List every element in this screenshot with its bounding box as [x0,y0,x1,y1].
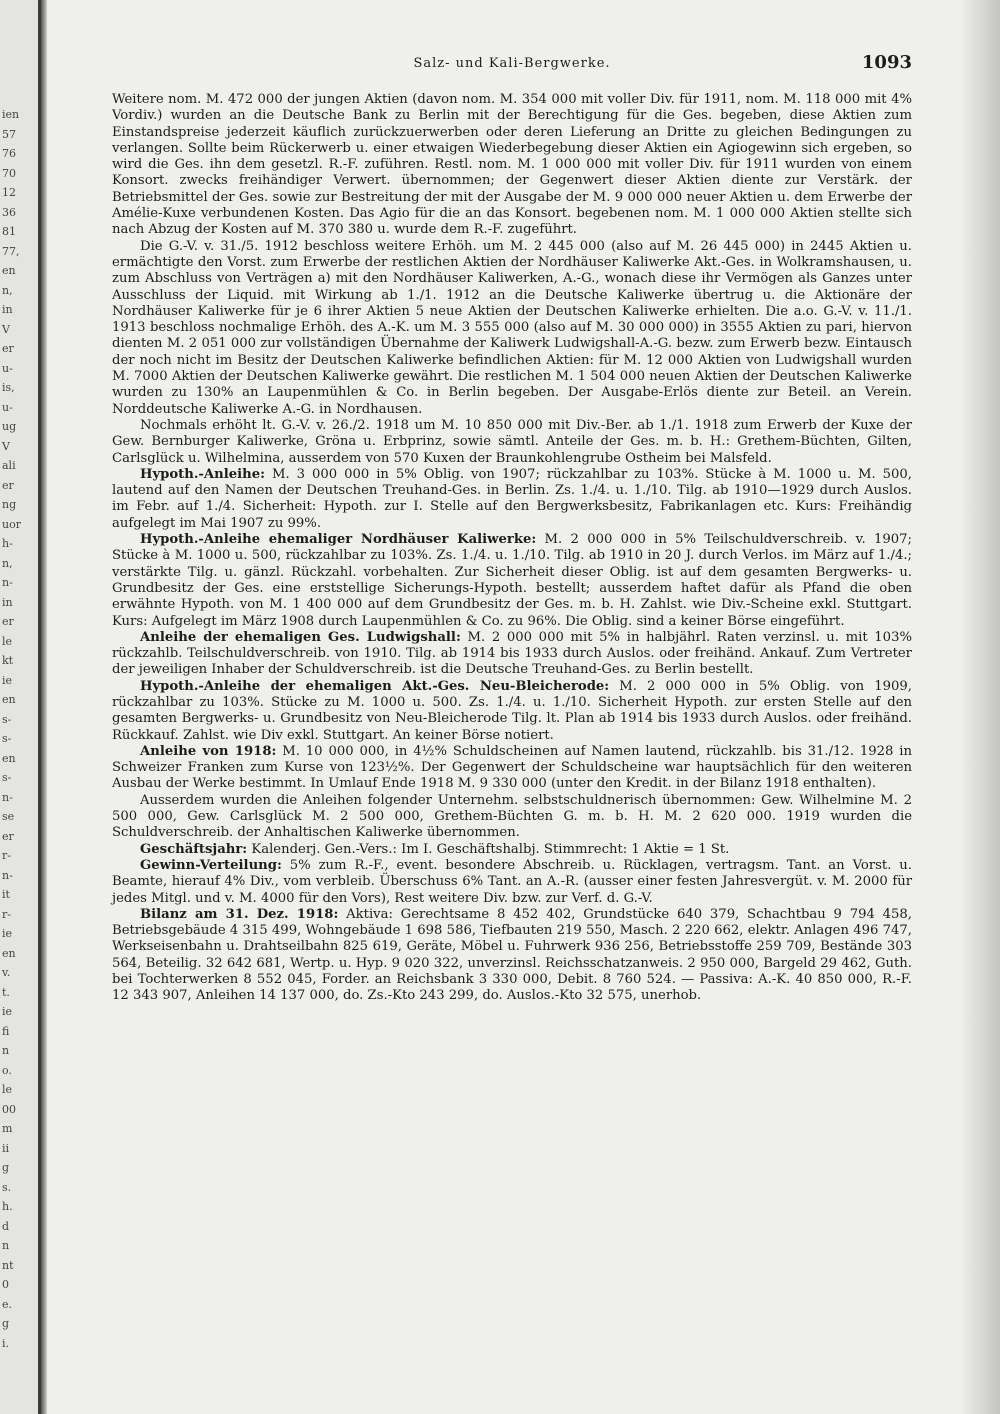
previous-page-fragment: kt [2,654,14,667]
previous-page-fragment: n, [2,283,13,297]
paragraph-text: Nochmals erhöht lt. G.-V. v. 26./2. 1918 um M. 10 850 000 mit Div.-Ber. ab 1./1. 1918 zum Erwerb der Kuxe der Gew. Bernburger Kaliwerke, Gröna u. Erbprinz, sowie sämtl. Anteile der Ges. m. b. H.: Grethem-Büchten, Gilten, Carlsglück u. Wilhelmina, ausserdem von 570 Kuxen der Braunkohlengrube Ostheim bei Malsfeld. [112,417,912,466]
paragraph-text: Ausserdem wurden die Anleihen folgender Unternehm. selbstschuldnerisch übernommen: Gew. Wilhelmine M. 2 500 000, Gew. Carlsglück M. 2 500 000, Grethem-Büchten G. m. b. H. M. 2 620 000. 1919 wurden die Schuldverschreib. der Anhaltischen Kaliwerke übernommen. [112,792,912,841]
paragraph-label: Geschäftsjahr: [140,841,248,857]
previous-page-fragment: n [2,1239,10,1252]
previous-page-strip [0,0,41,1414]
paragraph [112,793,912,842]
previous-page-fragment: g [2,1161,10,1174]
book-binding [41,0,47,1414]
paragraph-label: Anleihe der ehemaligen Ges. Ludwigshall: [140,629,461,645]
previous-page-fragment: i. [2,1336,10,1350]
previous-page-fragment: r- [2,849,11,862]
body-text [112,92,912,1005]
previous-page-fragment: V [2,322,10,336]
previous-page-fragment: o. [2,1063,12,1077]
paragraph-label: Gewinn-Verteilung: [140,857,282,873]
previous-page-fragment: er [2,615,14,628]
paragraph-text: Weitere nom. M. 472 000 der jungen Aktien (davon nom. M. 354 000 mit voller Div. für 1911, nom. M. 118 000 mit 4% Vordiv.) wurden an die Deutsche Bank zu Berlin mit der Berechtigung für die Ges. begeben, diese Aktien zum Einstandspreise jederzeit käuflich zurückzuerwerben oder deren Lieferung an Dritte zu gleichen Bedingungen zu verlangen. Sollte beim Rückerwerb u. einer etwaigen Wiederbegebung dieser Aktien ein Agiogewinn sich ergeben, so wird die Ges. ihn dem gesetzl. R.-F. zuführen. Restl. nom. M. 1 000 000 mit voller Div. für 1911 wurden von einem Konsort. zwecks freihändiger Verwert. übernommen; der Gegenwert dieser Aktien diente zur Verstärk. der Betriebsmittel der Ges. sowie zur Bestreitung der mit der Ausgabe der M. 9 000 000 neuer Aktien u. dem Erwerbe der Amélie-Kuxe verbundenen Kosten. Das Agio für die an das Konsort. begebenen nom. M. 1 000 000 Aktien stellte sich nach Abzug der Kosten auf M. 370 380 u. wurde dem R.-F. zugeführt. [112,92,912,238]
paragraph [112,842,912,858]
previous-page-fragment: 36 [2,205,16,219]
previous-page-fragment: 00 [2,1102,16,1116]
previous-page-fragment: t. [2,985,10,999]
previous-page-fragment: n- [2,790,13,804]
previous-page-fragment: en [2,751,16,765]
previous-page-fragment: n- [2,868,13,882]
paragraph [112,467,912,532]
paragraph-label: Anleihe von 1918: [140,743,277,759]
previous-page-fragment: it [2,888,10,901]
previous-page-fragment: ie [2,1005,13,1018]
previous-page-fragment: v. [2,966,11,979]
previous-page-fragment: V [2,439,10,453]
previous-page-fragment: le [2,1083,13,1096]
previous-page-fragment: h. [2,1200,13,1213]
previous-page-fragment: er [2,342,14,355]
previous-page-fragment: uor [2,517,21,531]
paragraph [112,239,912,418]
previous-page-fragment: 77, [2,244,20,258]
previous-page-fragment: ie [2,673,13,687]
paragraph-text: M. 3 000 000 in 5% Oblig. von 1907; rückzahlbar zu 103%. Stücke à M. 1000 u. M. 500, lautend auf den Namen der Deutschen Treuhand-Ges. in Berlin. Zs. 1./4. u. 1./10. Tilg. ab 1910—1929 durch Auslos. im Febr. auf 1./4. Sicherheit: Hypoth. zur I. Stelle auf den Bergwerksbesitz, Fabrikanlagen etc. Kurs: Freihändig aufgelegt im Mai 1907 zu 99%. [112,466,912,531]
previous-page-fragment: n- [2,576,13,589]
previous-page-fragment: n [2,1044,10,1057]
previous-page-fragment: nt [2,1258,14,1272]
previous-page-fragment: en [2,693,16,706]
paragraph-text: M. 2 000 000 in 5% Oblig. von 1909, rückzahlbar zu 103%. Stücke zu M. 1000 u. 500. Zs. 1./4. u. 1./10. Sicherheit Hypoth. zur ersten Stelle auf den gesamten Bergwerks- u. Grundbesitz von Neu-Bleicherode Tilg. lt. Plan ab 1914 bis 1933 durch Auslos. oder freihänd. Rückkauf. Zahlst. wie Div exkl. Stuttgart. An keiner Börse notiert. [112,678,912,743]
paragraph [112,92,912,239]
paragraph [112,532,912,630]
previous-page-fragment: s. [2,1180,12,1194]
paragraph-label: Hypoth.-Anleihe ehemaliger Nordhäuser Kaliwerke: [140,532,537,548]
previous-page-fragment: g [2,1317,10,1330]
paragraph-label: Hypoth.-Anleihe der ehemaligen Akt.-Ges. Neu-Bleicherode: [140,678,610,694]
previous-page-fragment: d [2,1219,10,1233]
previous-page-fragment: 12 [2,186,16,199]
paragraph [112,679,912,744]
previous-page-fragment: er [2,829,14,843]
page-number: 1093 [861,52,912,73]
paragraph-text: Die G.-V. v. 31./5. 1912 beschloss weitere Erhöh. um M. 2 445 000 (also auf M. 26 445 000) in 2445 Aktien u. ermächtigte den Vorst. zum Erwerbe der restlichen Aktien der Nordhäuser Kaliwerke Akt.-Ges. in Wolkramshausen, u. zum Abschluss von Verträgen a) mit den Nordhäuser Kaliwerken, A.-G., wonach diese ihr Vermögen als Ganzes unter Ausschluss der Liquid. mit Wirkung ab 1./1. 1912 an die Deutsche Kaliwerke übertrug u. die Aktionäre der Nordhäuser Kaliwerke für je 6 ihrer Aktien 5 neue Aktien der Deutschen Kaliwerke erhielten. Die a.o. G.-V. v. 11./1. 1913 beschloss nochmalige Erhöh. des A.-K. um M. 3 555 000 (also auf M. 30 000 000) in 3555 Aktien zu pari, hiervon dienten M. 2 051 000 zur vollständigen Übernahme der Kaliwerk Ludwigshall-A.-G. bezw. zum Erwerb bezw. Eintausch der noch nicht im Besitz der Deutschen Kaliwerke befindlichen Aktien: für M. 12 000 Aktien von Ludwigshall wurden M. 7000 Aktien der Deutschen Kaliwerke gewährt. Die restlichen M. 1 504 000 neuen Aktien der Deutschen Kaliwerke wurden zu 130% an Laupenmühlen & Co. in Berlin begeben. Der Ausgabe-Erlös diente zur Beteil. an Verein. Norddeutsche Kaliwerke A.-G. in Nordhausen. [112,238,912,417]
previous-page-fragment: ug [2,420,17,433]
paragraph [112,630,912,679]
previous-page-fragment: r- [2,907,11,921]
running-title: Salz- und Kali-Bergwerke. [413,56,611,71]
previous-page-fragment: h- [2,537,13,550]
previous-page-fragment: en [2,264,16,277]
previous-page-fragment: 0 [2,1278,9,1291]
previous-page-fragment: s- [2,771,12,784]
paragraph [112,744,912,793]
previous-page-fragment: u- [2,400,13,414]
previous-page-fragment: m [2,1122,13,1135]
paragraph-text: M. 2 000 000 in 5% Teilschuldverschreib. v. 1907; Stücke à M. 1000 u. 500, rückzahlbar zu 103%. Zs. 1./4. u. 1./10. Tilg. ab 1910 in 20 J. durch Verlos. im März auf 1./4.; verstärkte Tilg. u. gänzl. Rückzahl. vorbehalten. Zur Sicherheit dieser Oblig. ist auf dem gesamten Bergwerks- u. Grundbesitz der Ges. eine erststellige Sicherungs-Hypoth. bestellt; ausserdem haftet dafür als Pfand die oben erwähnte Hypoth. von M. 1 400 000 auf dem Grundbesitz der Ges. m. b. H. Zahlst. wie Div.-Scheine exkl. Stuttgart. Kurs: Aufgelegt im März 1908 durch Laupenmühlen & Co. zu 96%. Die Oblig. sind a keiner Börse eingeführt. [112,532,912,629]
previous-page-fragment: ii [2,1141,10,1155]
previous-page-fragment: se [2,810,15,823]
previous-page-fragment: 76 [2,147,16,160]
previous-page-fragment: fi [2,1024,10,1038]
previous-page-fragment: er [2,478,14,492]
paragraph-text: 5% zum R.-F., event. besondere Abschreib. u. Rücklagen, vertragsm. Tant. an Vorst. u. Beamte, hierauf 4% Div., vom verbleib. Überschuss 6% Tant. an A.-R. (ausser einer festen Jahresvergüt. v. M. 2000 für jedes Mitgl. und v. M. 4000 für den Vors), Rest weitere Div. bzw. zur Verf. d. G.-V. [112,857,912,906]
paragraph [112,907,912,1005]
previous-page-fragment: en [2,946,16,960]
previous-page-fragment: ien [2,108,20,121]
paragraph-text: M. 2 000 000 mit 5% in halbjährl. Raten verzinsl. u. mit 103% rückzahlb. Teilschuldverschreib. von 1910. Tilg. ab 1914 bis 1933 durch Auslos. oder freihänd. Ankauf. Zum Vertreter der jeweiligen Inhaber der Schuldverschreib. ist die Deutsche Treuhand-Ges. zu Berlin bestellt. [112,629,912,678]
previous-page-fragment: ng [2,498,17,511]
paragraph-label: Bilanz am 31. Dez. 1918: [140,906,339,922]
paragraph [112,418,912,467]
paragraph-label: Hypoth.-Anleihe: [140,466,265,482]
previous-page-fragment: in [2,595,13,609]
book-page [112,52,912,1005]
previous-page-fragment: le [2,634,13,648]
previous-page-fragment: is, [2,381,15,394]
paragraph-text: M. 10 000 000, in 4½% Schuldscheinen auf Namen lautend, rückzahlb. bis 31./12. 1928 in Schweizer Franken zum Kurse von 123½%. Der Gegenwert der Schuldscheine war hauptsächlich für den weiteren Ausbau der Werke bestimmt. In Umlauf Ende 1918 M. 9 330 000 (unter den Kredit. in der Bilanz 1918 enthalten). [112,743,912,792]
page-edge-shadow [960,0,1000,1414]
previous-page-fragment: u- [2,361,13,375]
previous-page-fragment: 81 [2,225,16,238]
previous-page-fragment: s- [2,712,12,726]
previous-page-fragment: in [2,303,13,316]
previous-page-fragment: 57 [2,127,16,141]
previous-page-fragment: s- [2,732,12,745]
paragraph [112,858,912,907]
previous-page-fragment: n, [2,556,13,570]
paragraph-text: Aktiva: Gerechtsame 8 452 402, Grundstücke 640 379, Schachtbau 9 794 458, Betriebsgebäude 4 315 499, Wohngebäude 1 698 586, Tiefbauten 219 550, Masch. 2 220 662, elektr. Anlagen 496 747, Werkseisenbahn u. Drahtseilbahn 825 619, Geräte, Möbel u. Fuhrwerk 936 256, Betriebsstoffe 259 709, Bestände 303 564, Beteilig. 32 642 681, Wertp. u. Hyp. 9 020 322, unverzinsl. Reichsschatzanweis. 2 950 000, Bargeld 29 462, Guth. bei Tochterwerken 8 552 045, Forder. an Reichsbank 3 330 000, Debit. 8 760 524. — Passiva: A.-K. 40 850 000, R.-F. 12 343 907, Anleihen 14 137 000, do. Zs.-Kto 243 299, do. Auslos.-Kto 32 575, unerhob. [112,906,912,1004]
previous-page-fragment: 70 [2,166,16,180]
running-head [112,52,912,82]
previous-page-fragment: ali [2,459,16,472]
previous-page-fragment: ie [2,927,13,940]
paragraph-text: Kalenderj. Gen.-Vers.: Im I. Geschäftshalbj. Stimmrecht: 1 Aktie = 1 St. [251,841,730,857]
previous-page-fragment: e. [2,1297,13,1311]
